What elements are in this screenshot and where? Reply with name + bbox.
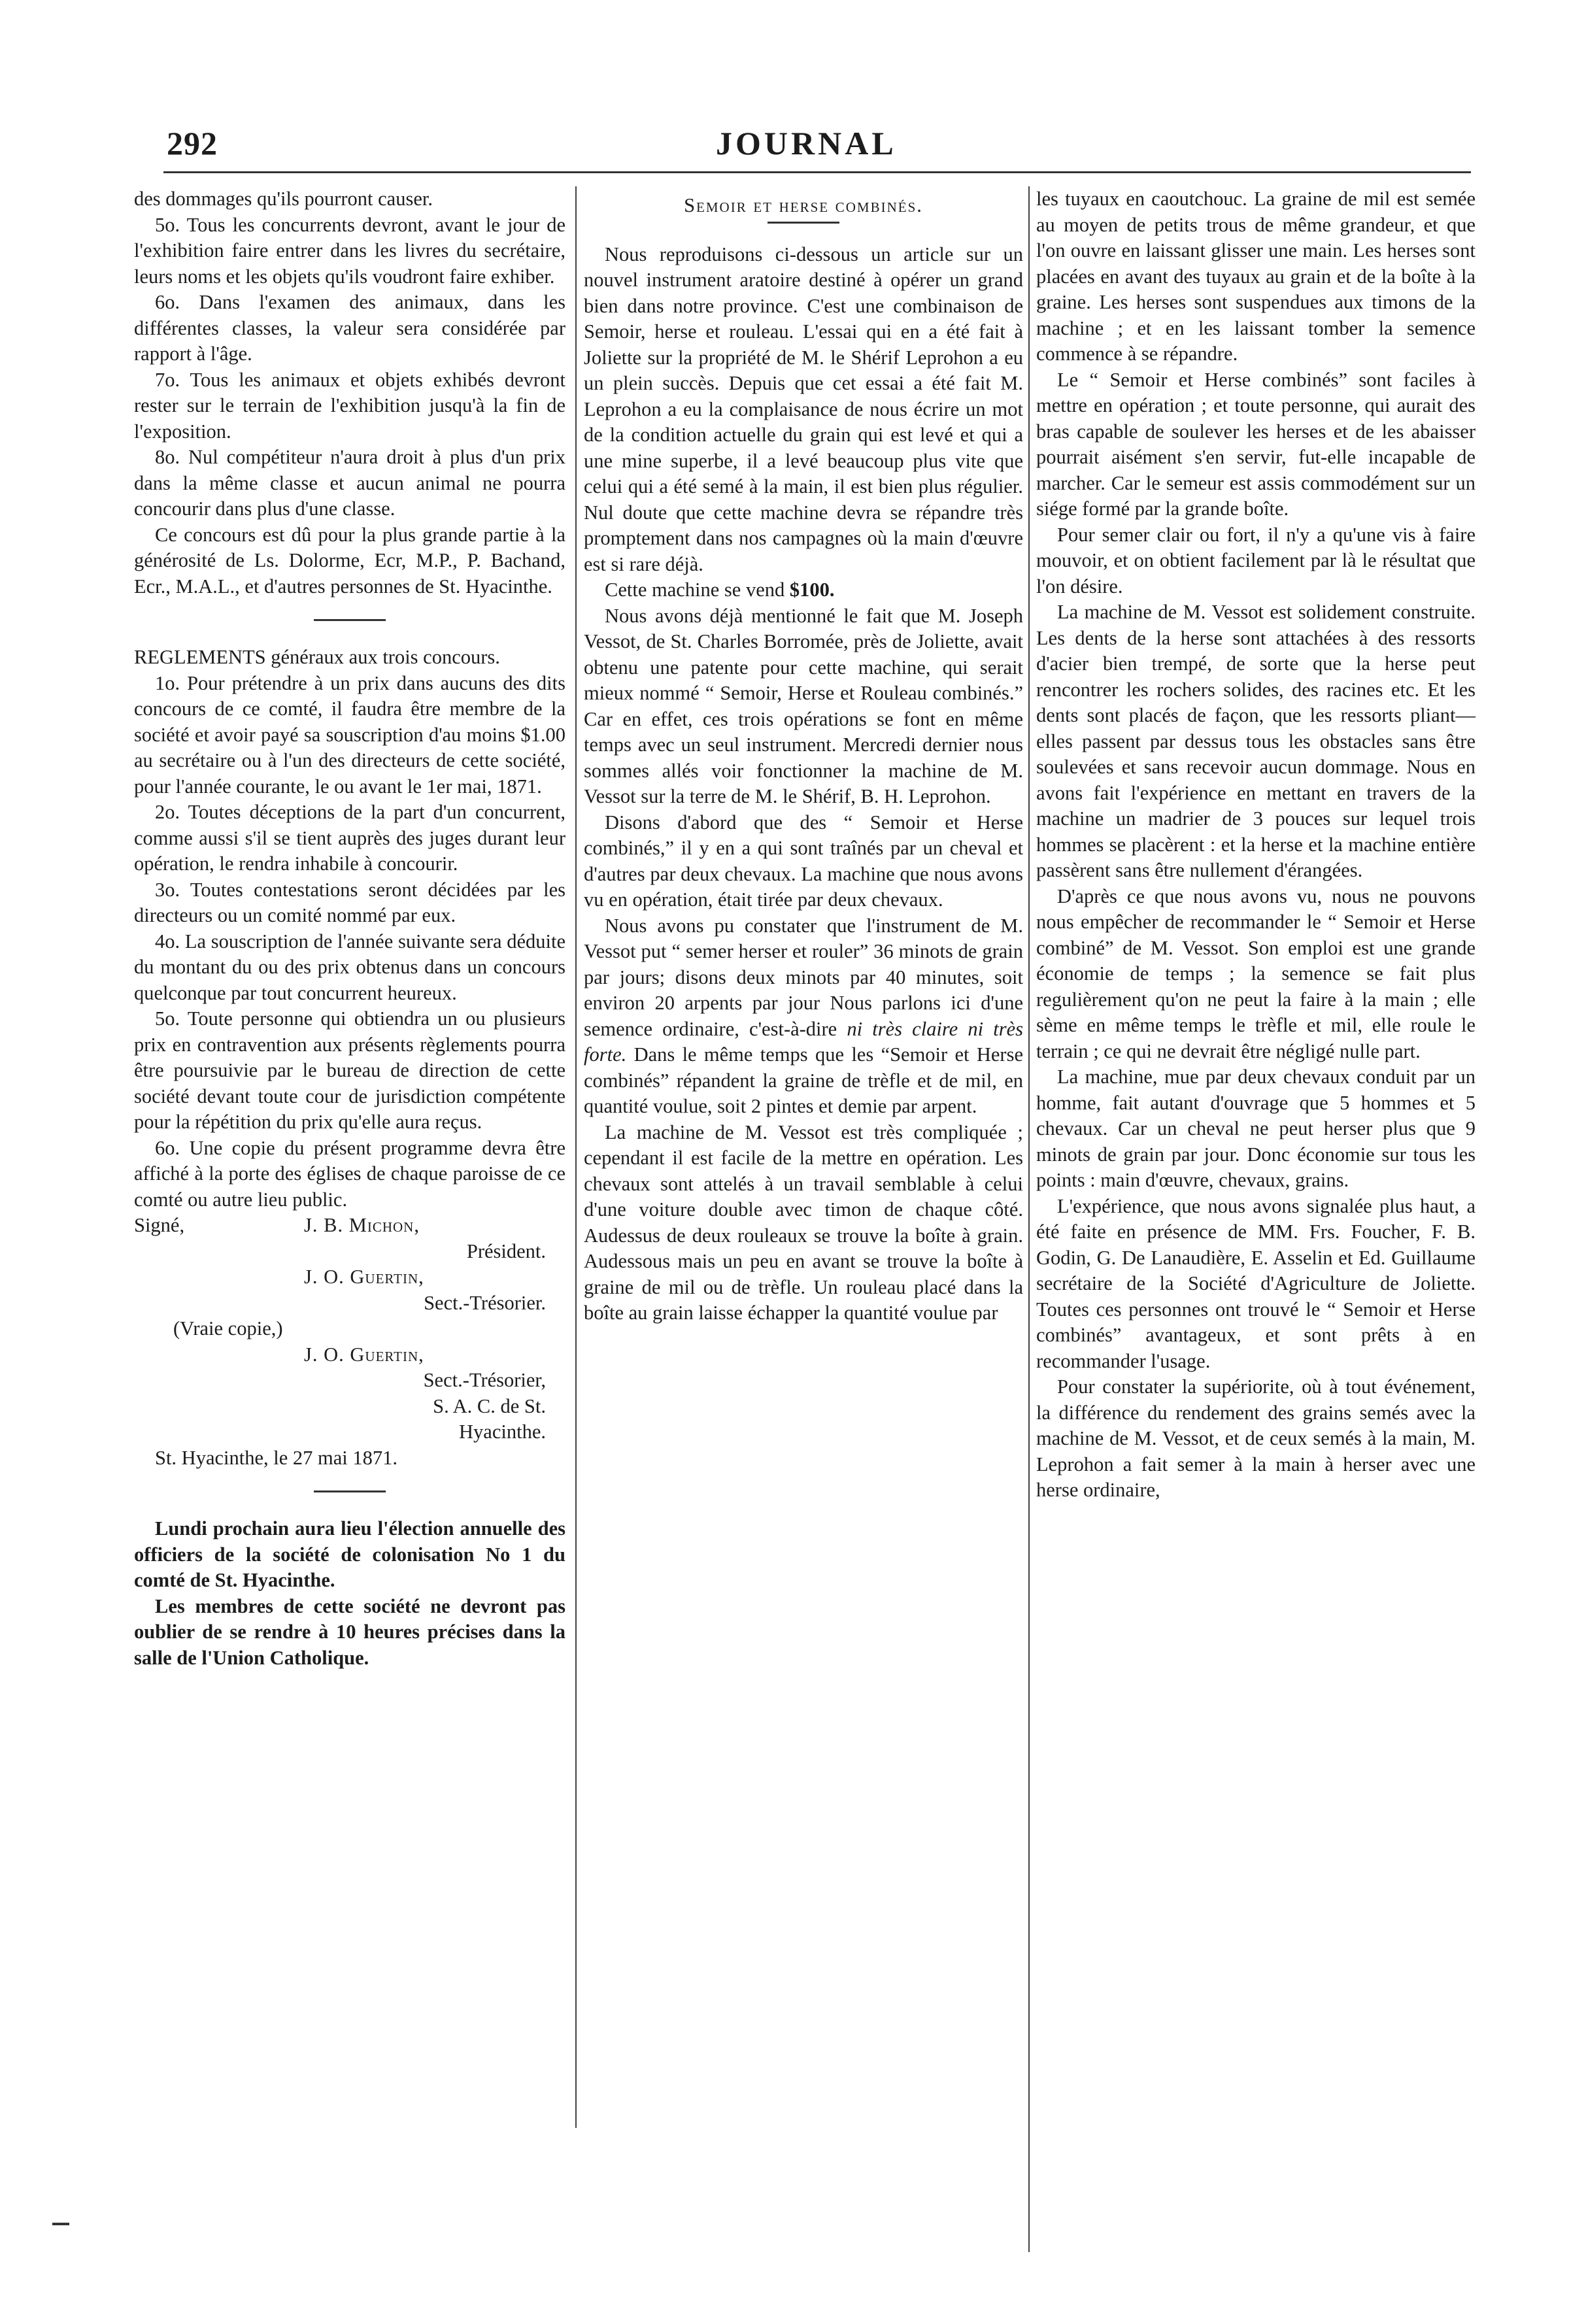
lundi-notice: Lundi prochain aura lieu l'élection annuelle des officiers de la société de colonisation No 1 du comté de St. Hyacinthe. xyxy=(134,1517,565,1591)
rule-2: 2o. Toutes déceptions de la part d'un concurrent, comme aussi s'il se tient auprès des juges durant leur opération, le rendra inhabile à concourir. xyxy=(134,801,565,875)
paragraph: 8o. Nul compétiteur n'aura droit à plus d'un prix dans la même classe et aucun animal ne pourra concourir dans plus d'une classe. xyxy=(134,446,565,520)
signer-3-title-2: S. A. C. de St. xyxy=(433,1394,546,1417)
signer-3-title-3: Hyacinthe. xyxy=(459,1421,546,1443)
signer-2-name: J. O. Guertin, xyxy=(304,1266,424,1288)
rule-4: 4o. La souscription de l'année suivante sera déduite du montant du ou des prix obtenus dans un concours quelconque par tout concurrent heureux. xyxy=(134,930,565,1004)
section-rule xyxy=(314,619,386,621)
journal-title: JOURNAL xyxy=(716,125,897,161)
paragraph: La machine, mue par deux chevaux conduit par un homme, fait autant d'ouvrage que 5 hommes et 5 chevaux. Car un cheval ne peut herser plus que 9 minots de grain par jour. Donc économie sur tous les points : main d'œuvre, chevaux, grains. xyxy=(1036,1066,1476,1191)
paragraph: D'après ce que nous avons vu, nous ne pouvons nous empêcher de recommander le “ Semoir et Herse combiné” de M. Vessot. Son emploi est une grande économie de temps ; la semence se fait plus regulièrement qu'on ne peut la faire à la main ; elle sème en même temps le trèfle et mil, elle roule le terrain ; ce qui ne devrait être négligé nulle part. xyxy=(1036,884,1476,1062)
paragraph: des dommages qu'ils pourront causer. xyxy=(134,188,433,210)
rule-6: 6o. Une copie du présent programme devra être affiché à la porte des églises de chaque paroisse de ce comté ou autre lieu public. xyxy=(134,1136,565,1211)
text-segment: Nous avons pu constater que l'instrument de M. Vessot put “ semer herser et rouler” 36 minots de grain par jours; disons deux minots par 40 minutes, soit environ 20 arpents par jour Nous parlons ici d'une semence ordinaire, c'est-à-dire xyxy=(584,914,1023,1040)
signer-1-name: J. B. Michon, xyxy=(304,1214,420,1236)
text-segment: Dans le même temps que les “Semoir et Herse combinés” répandent la graine de trèfle et de mil, en quantité voulue, soit 2 pintes et demie par arpent. xyxy=(584,1043,1023,1117)
reglements-heading xyxy=(134,645,565,671)
margin-mark xyxy=(52,2223,69,2225)
signer-3-name: J. O. Guertin, xyxy=(304,1343,424,1366)
paragraph: Nous avons déjà mentionné le fait que M. Joseph Vessot, de St. Charles Borromée, près de Joliette, avait obtenu une patente pour cette machine, qui serait mieux nommé “ Semoir, Herse et Rouleau combinés.” Car en effet, ces trois opérations se font en même temps avec un seul instrument. Mercredi dernier nous sommes allés voir fonctionner la machine de M. Vessot sur la terre de M. le Shérif, B. H. Leprohon. xyxy=(584,604,1023,807)
price-text: Cette machine se vend xyxy=(605,579,790,601)
signature-row xyxy=(134,1213,565,1239)
italic-segment: ni très claire ni très forte. xyxy=(584,1017,1023,1066)
paragraph: La machine de M. Vessot est très compliquée ; cependant il est facile de la mettre en opération. Les chevaux sont attelés à un travail semblable à celui d'une voiture double avec timon de chaque côté. Audessus de deux rouleaux se trouve la boîte à grain. Audessous mais un peu en avant se trouve la boîte à graine de mil ou de trèfle. Un rouleau placé dans la boîte au grain laisse échapper la quantité voulue par xyxy=(584,1120,1023,1324)
article-heading: Semoir et herse combinés. xyxy=(684,194,923,216)
paragraph: Ce concours est dû pour la plus grande partie à la générosité de Ls. Dolorme, Ecr, M.P., P. Bachand, Ecr., M.A.L., et d'autres personnes de St. Hyacinthe. xyxy=(134,523,565,598)
signer-1-title: Président. xyxy=(466,1239,546,1262)
signer-3-title-1: Sect.-Trésorier, xyxy=(423,1369,546,1391)
signature-row-3 xyxy=(134,1342,565,1368)
paragraph: L'expérience, que nous avons signalée plus haut, a été faite en présence de MM. Frs. Foucher, F. B. Godin, G. De Lanaudière, E. Asselin et Ed. Guillaume secrétaire de la Société d'Agriculture de Joliette. Toutes ces personnes ont trouvé le “ Semoir et Herse combinés” avantageux, et sont prêts à en recommander l'usage. xyxy=(1036,1194,1476,1372)
date-line: St. Hyacinthe, le 27 mai 1871. xyxy=(155,1446,398,1469)
paragraph: 6o. Dans l'examen des animaux, dans les différentes classes, la valeur sera considérée par rapport à l'âge. xyxy=(134,291,565,365)
paragraph: Le “ Semoir et Herse combinés” sont faciles à mettre en opération ; et toute personne, qui aurait des bras capable de soulever les herses et de les abaisser pourrait aisément s'en servir, fut-elle incapable de marcher. Car le semeur est assis commodément sur un siége formé par la grande boîte. xyxy=(1036,368,1476,520)
section-rule-2 xyxy=(314,1490,386,1492)
column-divider-2 xyxy=(1028,186,1030,2252)
price-paragraph xyxy=(584,577,1023,603)
header-rule xyxy=(163,171,1471,173)
rule-5: 5o. Toute personne qui obtiendra un ou plusieurs prix en contravention aux présents règlements pourra être poursuivie par le bureau de direction de cette société devant toute cour de jurisdiction compétente pour la répétition du prix qu'elle aura reçus. xyxy=(134,1007,565,1133)
reglements-title: REGLEMENTS xyxy=(134,646,266,668)
column-2 xyxy=(584,186,1023,1326)
paragraph-with-italic xyxy=(584,913,1023,1120)
paragraph: Pour constater la supériorite, où à tout événement, la différence du rendement des grains semés avec la machine de M. Vessot, et de ceux semés à la main, M. Leprohon a fait semer à la main à herser avec une herse ordinaire, xyxy=(1036,1375,1476,1501)
membres-notice: Les membres de cette société ne devront pas oublier de se rendre à 10 heures précises dans la salle de l'Union Catholique. xyxy=(134,1594,565,1669)
rule-1: 1o. Pour prétendre à un prix dans aucuns des dits concours de ce comté, il faudra être membre de la société et avoir payé sa souscription d'au moins $1.00 au secrétaire ou à l'un des directeurs de cette société, pour l'année courante, le ou avant le 1er mai, 1871. xyxy=(134,671,565,798)
signe-label: Signé, xyxy=(134,1214,185,1236)
paragraph: Disons d'abord que des “ Semoir et Herse combinés,” il y en a qui sont traînés par un cheval et d'autres par deux chevaux. La machine que nous avons vu en opération, était tirée par deux chevaux. xyxy=(584,811,1023,911)
reglements-subtitle: généraux aux trois concours. xyxy=(265,646,500,668)
signature-row-2 xyxy=(134,1264,565,1290)
signer-2-title: Sect.-Trésorier. xyxy=(424,1291,546,1314)
vraie-copie: (Vraie copie,) xyxy=(173,1317,283,1339)
spacer xyxy=(134,1264,304,1290)
column-3 xyxy=(1036,186,1476,1504)
paragraph: les tuyaux en caoutchouc. La graine de mil est semée au moyen de petits trous de même grandeur, et que l'on ouvre en laissant glisser une main. Les herses sont placées en avant des tuyaux au grain et de la boîte à la graine. Les herses sont suspendues aux timons de la machine ; et en les laissant tomber la semence commence à se répandre. xyxy=(1036,188,1476,365)
paragraph: Nous reproduisons ci-dessous un article sur un nouvel instrument aratoire destiné à opérer un grand bien dans notre province. C'est une combinaison de Semoir, herse et rouleau. L'essai qui en a été fait à Joliette sur la propriété de M. le Shérif Leprohon a eu un plein succès. Depuis que cet essai a été fait M. Leprohon a eu la complaisance de nous écrire un mot de la condition actuelle du grain qui est levé et qui a une mine superbe, il a levé beaucoup plus vite que celui qui a été semé à la main, il est bien plus régulier. Nul doute que cette machine devra se répandre très promptement dans nos campagnes où la main d'œuvre est si rare déjà. xyxy=(584,243,1023,575)
paragraph: La machine de M. Vessot est solidement construite. Les dents de la herse sont attachées à des ressorts d'acier bien trempé, de sorte que la herse peut rencontrer les rochers solides, des racines etc. Et les dents sont placés de façon, que les ressorts pliant—elles passent par dessus tous les obstacles sans être soulevées et sans recevoir aucun dommage. Nous en avons fait l'expérience en mettant en travers de la machine un madrier de 3 pouces sur lequel trois hommes se placèrent : et la herse et la machine entière passèrent sans être nullement d'érangées. xyxy=(1036,601,1476,881)
rule-3: 3o. Toutes contestations seront décidées par les directeurs ou un comité nommé par eux. xyxy=(134,878,565,926)
paragraph: 5o. Tous les concurrents devront, avant le jour de l'exhibition faire entrer dans les livres du secrétaire, leurs noms et les objets qu'ils voudront faire exhiber. xyxy=(134,213,565,288)
price-value: $100. xyxy=(789,579,835,601)
paragraph: 7o. Tous les animaux et objets exhibés devront rester sur le terrain de l'exhibition jusqu'à la fin de l'exposition. xyxy=(134,368,565,443)
page-number: 292 xyxy=(167,125,218,161)
column-divider-1 xyxy=(575,186,577,2128)
spacer xyxy=(134,1342,304,1368)
paragraph: Pour semer clair ou fort, il n'y a qu'une vis à faire mouvoir, et on obtient facilement par là le résultat que l'on désire. xyxy=(1036,523,1476,598)
heading-rule xyxy=(768,222,839,224)
column-1 xyxy=(134,186,565,1671)
